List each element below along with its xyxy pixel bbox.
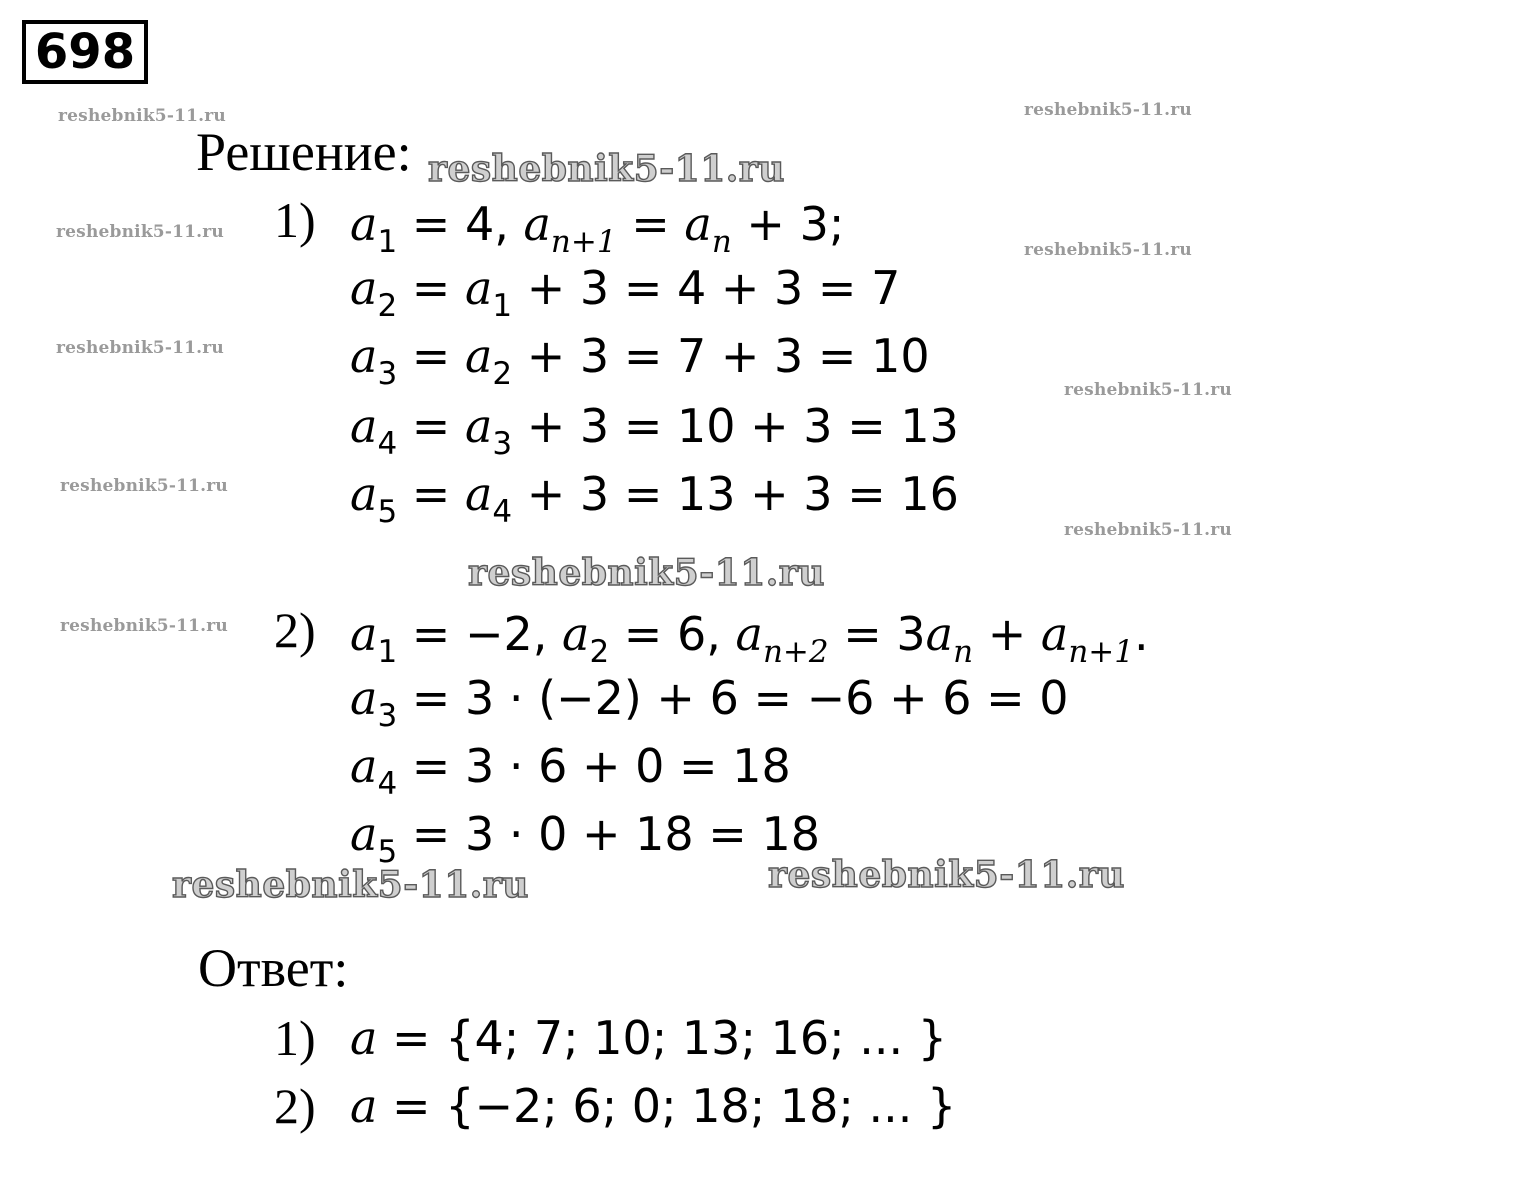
part1-label: 1)	[274, 192, 316, 248]
problem-number: 698	[22, 20, 148, 84]
part1-given: $a_1 = 4$, $a_{n+1} = a_n + 3$;	[350, 197, 845, 260]
part2-line: $a_3 = 3 \cdot (-2) + 6 = -6 + 6 = 0$	[350, 671, 1069, 734]
part1-line: $a_5 = a_4 + 3 = 13 + 3 = 16$	[350, 467, 959, 530]
answer-label: 2)	[274, 1078, 316, 1134]
part2-label: 2)	[274, 602, 316, 658]
solution-heading: Решение:	[196, 122, 412, 182]
answer-line: a = {4; 7; 10; 13; 16; ... }	[350, 1011, 947, 1065]
watermark: reshebnik5-11.ru	[172, 864, 529, 906]
answer-line: a = {−2; 6; 0; 18; 18; ... }	[350, 1079, 957, 1133]
watermark: reshebnik5-11.ru	[1024, 100, 1192, 120]
part1-line: $a_2 = a_1 + 3 = 4 + 3 = 7$	[350, 261, 901, 324]
watermark: reshebnik5-11.ru	[60, 476, 228, 496]
watermark: reshebnik5-11.ru	[56, 222, 224, 242]
watermark: reshebnik5-11.ru	[428, 148, 785, 190]
part2-line: $a_5 = 3 \cdot 0 + 18 = 18$	[350, 807, 820, 870]
part1-line: $a_3 = a_2 + 3 = 7 + 3 = 10$	[350, 329, 930, 392]
part2-line: $a_4 = 3 \cdot 6 + 0 = 18$	[350, 739, 791, 802]
watermark: reshebnik5-11.ru	[468, 552, 825, 594]
watermark: reshebnik5-11.ru	[1064, 380, 1232, 400]
watermark: reshebnik5-11.ru	[1024, 240, 1192, 260]
watermark: reshebnik5-11.ru	[1064, 520, 1232, 540]
part1-line: $a_4 = a_3 + 3 = 10 + 3 = 13$	[350, 399, 959, 462]
part2-given: $a_1 = -2$, $a_2 = 6$, $a_{n+2} = 3a_n + a_{n+1}$.	[350, 607, 1149, 670]
watermark: reshebnik5-11.ru	[58, 106, 226, 126]
answer-heading: Ответ:	[198, 938, 349, 998]
watermark: reshebnik5-11.ru	[768, 854, 1125, 896]
answer-label: 1)	[274, 1010, 316, 1066]
watermark: reshebnik5-11.ru	[56, 338, 224, 358]
watermark: reshebnik5-11.ru	[60, 616, 228, 636]
